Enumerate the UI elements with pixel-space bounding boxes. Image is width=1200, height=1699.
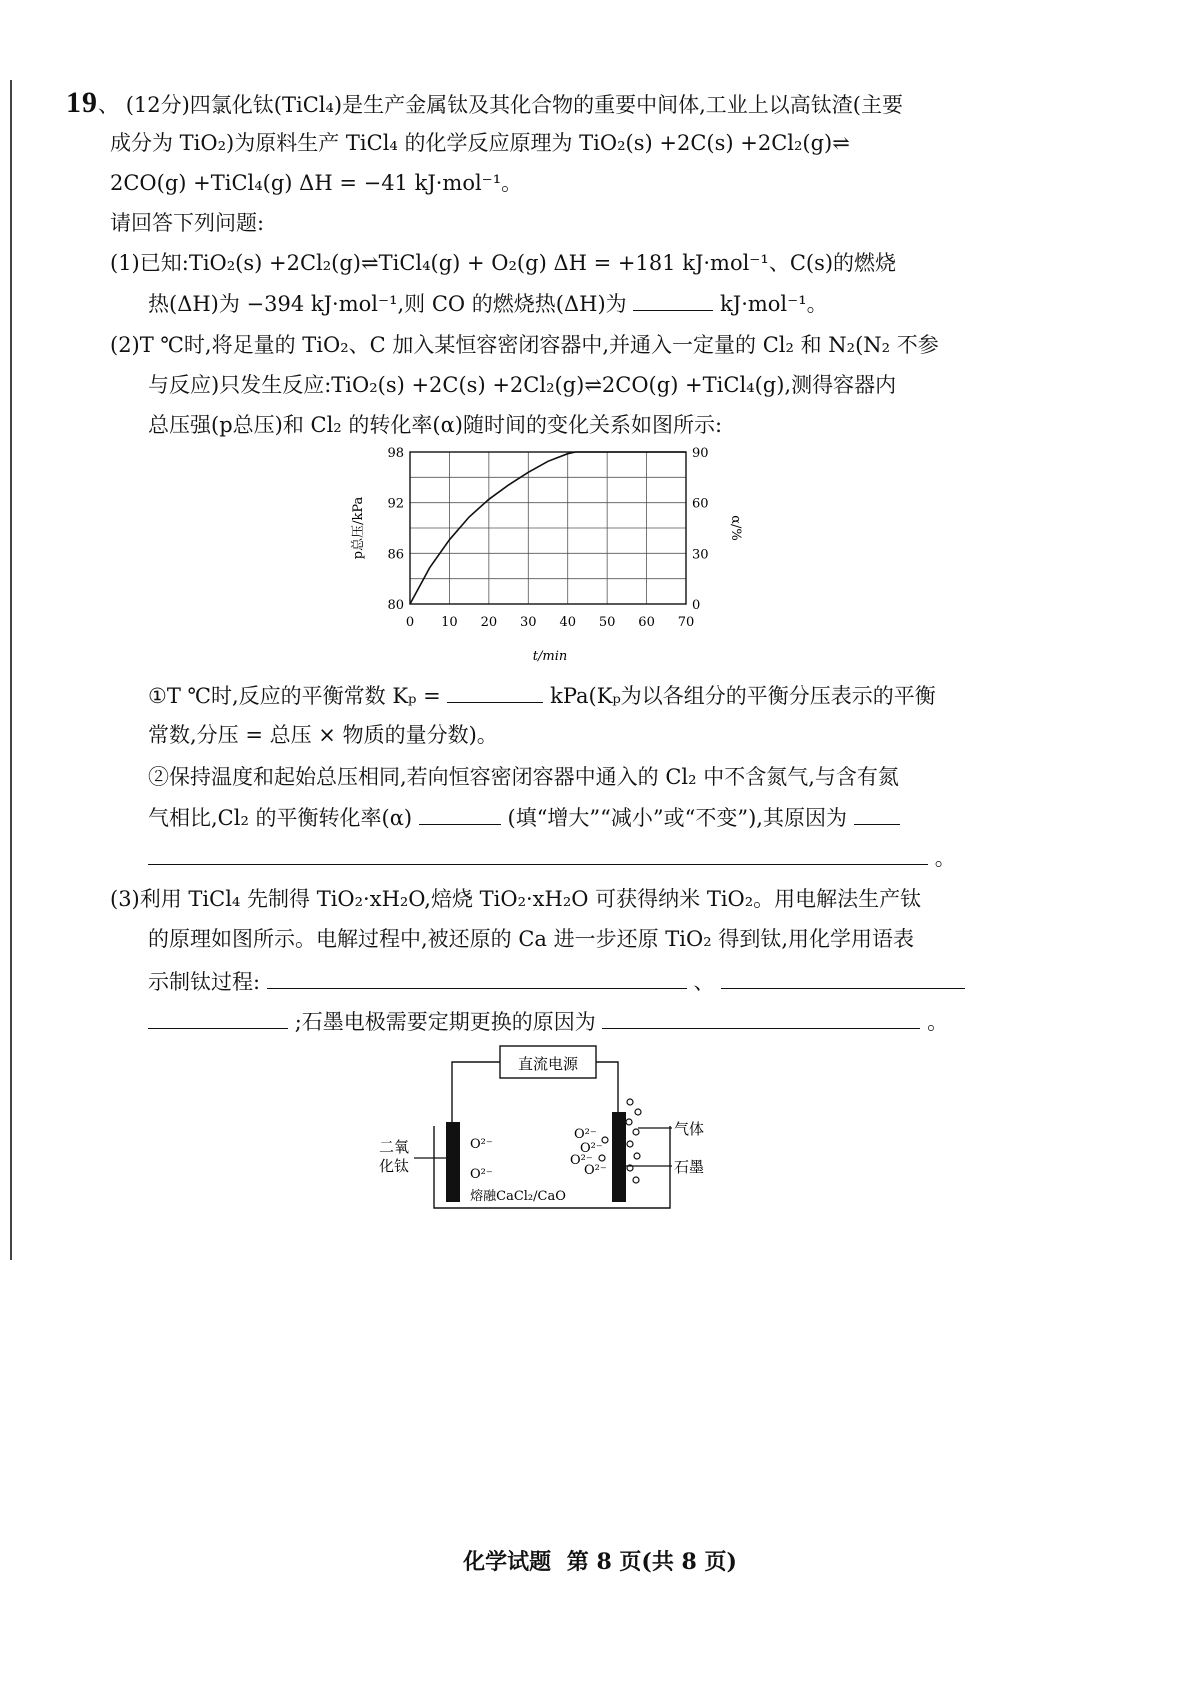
- answer-blank-reason[interactable]: [148, 842, 928, 865]
- question-intro-line-3: 2CO(g) +TiCl₄(g) ΔH = −41 kJ·mol⁻¹。: [110, 171, 523, 195]
- y-tick-right: 0: [692, 598, 701, 613]
- right-axis-label: α/%: [728, 515, 743, 541]
- x-tick: 50: [598, 615, 616, 630]
- left-axis-label: p总压/kPa: [351, 496, 366, 560]
- part2-line-1: (2)T ℃时,将足量的 TiO₂、C 加入某恒容密闭容器中,并通入一定量的 Cl₂ 和 N₂(N₂ 不参: [110, 333, 939, 357]
- wire-right: [596, 1062, 618, 1116]
- y-tick-left: 80: [387, 598, 404, 613]
- question-prompt: 请回答下列问题:: [110, 211, 265, 235]
- y-tick-left: 86: [387, 547, 404, 563]
- part2-q2-line-3: 。: [148, 842, 956, 873]
- question-intro-line-1: 19、 (12分)四氯化钛(TiCl₄)是生产金属钛及其化合物的重要中间体,工业上以高钛渣(主要: [66, 86, 903, 119]
- ion-label: O²⁻: [584, 1163, 607, 1178]
- x-tick: 20: [480, 615, 498, 630]
- ion-label: O²⁻: [570, 1153, 593, 1168]
- x-tick: 70: [677, 615, 695, 630]
- graphite-label: 石墨: [674, 1158, 705, 1176]
- y-tick-left: 92: [387, 496, 404, 512]
- tio2-label-1: 二氧: [378, 1138, 410, 1156]
- margin-rule: [10, 80, 12, 1260]
- x-tick: 10: [441, 615, 458, 630]
- part3-line-1: (3)利用 TiCl₄ 先制得 TiO₂·xH₂O,焙烧 TiO₂·xH₂O 可获得纳米 TiO₂。用电解法生产钛: [110, 887, 922, 911]
- answer-blank-equation-1[interactable]: [267, 966, 687, 989]
- part3-line-2: 的原理如图所示。电解过程中,被还原的 Ca 进一步还原 TiO₂ 得到钛,用化学用语表: [148, 927, 914, 951]
- part3-line-4: ;石墨电极需要定期更换的原因为 。: [148, 1006, 948, 1037]
- answer-blank-equation-3[interactable]: [148, 1006, 288, 1029]
- y-tick-right: 90: [692, 446, 709, 461]
- part3-line-3: 示制钛过程: 、: [148, 966, 965, 997]
- y-tick-right: 60: [692, 496, 709, 512]
- gas-label: 气体: [674, 1120, 705, 1138]
- answer-blank-co-heat[interactable]: [633, 288, 713, 311]
- y-tick-left: 98: [387, 446, 404, 461]
- footer-page: 第 8 页(共 8 页): [566, 1549, 737, 1575]
- page-footer: [0, 1545, 1200, 1576]
- question-score: (12分): [125, 93, 190, 117]
- part1-line-1: (1)已知:TiO₂(s) +2Cl₂(g)⇌TiCl₄(g) + O₂(g) ΔH = +181 kJ·mol⁻¹、C(s)的燃烧: [110, 251, 897, 275]
- x-tick: 30: [520, 615, 537, 630]
- part2-line-3: 总压强(p总压)和 Cl₂ 的转化率(α)随时间的变化关系如图所示:: [148, 413, 723, 437]
- x-tick-labels: [406, 615, 694, 630]
- power-source-label: 直流电源: [517, 1055, 579, 1073]
- graphite-electrode: [612, 1112, 626, 1202]
- part2-q2-line-1: ②保持温度和起始总压相同,若向恒容密闭容器中通入的 Cl₂ 中不含氮气,与含有氮: [148, 765, 899, 789]
- pressure-conversion-chart: [340, 440, 780, 680]
- question-intro-line-2: 成分为 TiO₂)为原料生产 TiCl₄ 的化学反应原理为 TiO₂(s) +2C(s) +2Cl₂(g)⇌: [110, 131, 850, 155]
- footer-subject: 化学试题: [463, 1549, 552, 1575]
- electrolysis-diagram: [370, 1040, 740, 1210]
- x-tick: 60: [638, 615, 655, 630]
- answer-blank-alpha-change[interactable]: [419, 802, 501, 825]
- ion-label: O²⁻: [470, 1167, 493, 1182]
- part1-line-2: 热(ΔH)为 −394 kJ·mol⁻¹,则 CO 的燃烧热(ΔH)为 kJ·mol⁻¹。: [148, 288, 828, 319]
- right-tick-labels: [692, 446, 709, 613]
- question-number: 19: [66, 86, 98, 119]
- left-tick-labels: [387, 446, 404, 613]
- part2-q1-line-2: 常数,分压 = 总压 × 物质的量分数)。: [148, 723, 498, 747]
- part2-q1-line-1: ①T ℃时,反应的平衡常数 Kₚ = kPa(Kₚ为以各组分的平衡分压表示的平衡: [148, 680, 936, 711]
- ion-label: O²⁻: [574, 1127, 597, 1142]
- titanium-dioxide-electrode: [446, 1122, 460, 1202]
- answer-blank-graphite-reason[interactable]: [602, 1006, 920, 1029]
- x-axis-label: t/min: [532, 649, 568, 664]
- part2-q2-line-2: 气相比,Cl₂ 的平衡转化率(α) (填“增大”“减小”或“不变”),其原因为: [148, 802, 900, 833]
- answer-blank-equation-2[interactable]: [721, 966, 965, 989]
- chart-grid: [410, 452, 686, 604]
- answer-blank-reason-start[interactable]: [854, 802, 900, 825]
- ion-label: O²⁻: [580, 1141, 603, 1156]
- part2-line-2: 与反应)只发生反应:TiO₂(s) +2C(s) +2Cl₂(g)⇌2CO(g) +TiCl₄(g),测得容器内: [148, 373, 897, 397]
- melt-label: 熔融CaCl₂/CaO: [470, 1189, 566, 1204]
- x-tick: 40: [559, 615, 576, 630]
- tio2-label-2: 化钛: [378, 1157, 410, 1175]
- y-tick-right: 30: [692, 547, 709, 563]
- ion-label: O²⁻: [470, 1137, 493, 1152]
- x-tick: 0: [405, 615, 415, 630]
- answer-blank-kp[interactable]: [447, 680, 543, 703]
